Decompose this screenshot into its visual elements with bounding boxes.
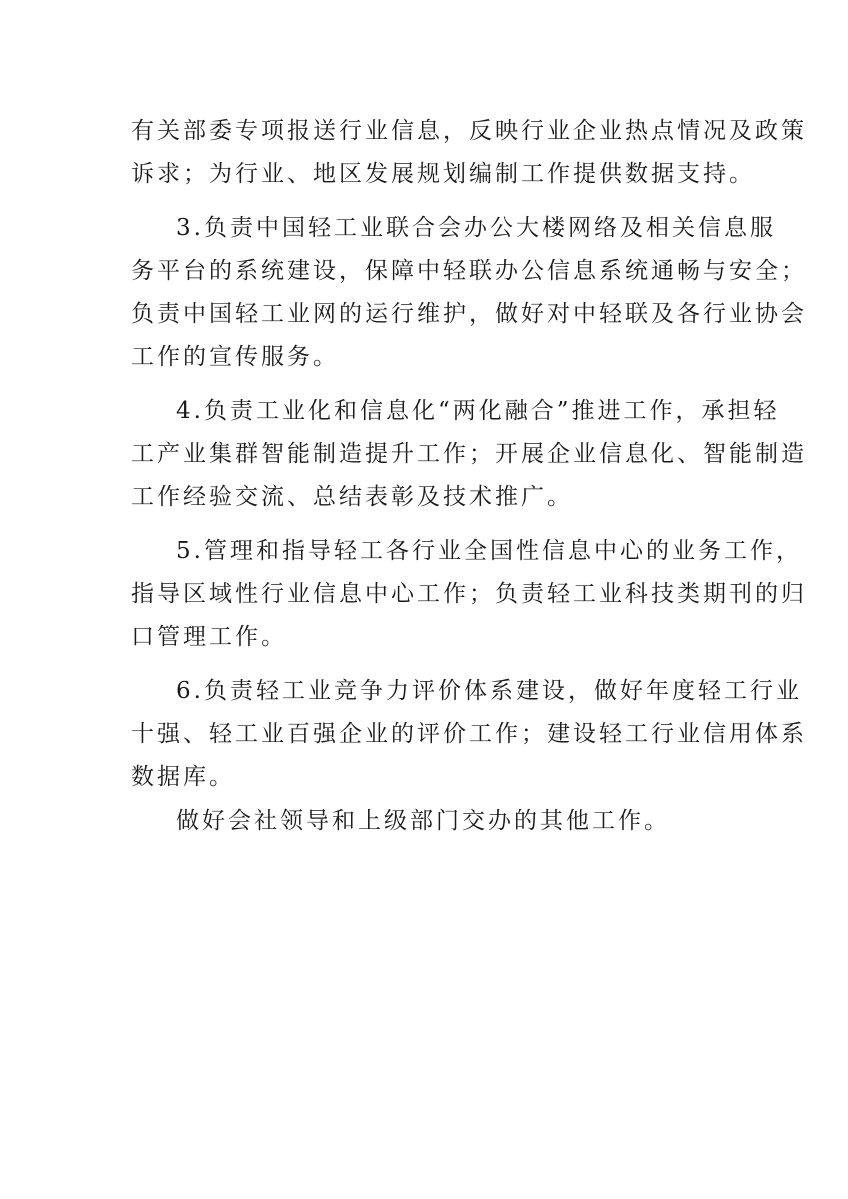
paragraph-5-line-2: 十强、轻工业百强企业的评价工作；建设轻工行业信用体系 xyxy=(131,721,807,747)
paragraph-2-line-2: 务平台的系统建设，保障中轻联办公信息系统通畅与安全； xyxy=(131,258,807,284)
paragraph-1-line-2: 诉求；为行业、地区发展规划编制工作提供数据支持。 xyxy=(131,161,755,187)
paragraph-2-line-3: 负责中国轻工业网的运行维护，做好对中轻联及各行业协会 xyxy=(131,301,807,327)
paragraph-3-line-1: 4.负责工业化和信息化“两化融合”推进工作，承担轻 xyxy=(176,398,780,424)
paragraph-2-line-1: 3.负责中国轻工业联合会办公大楼网络及相关信息服 xyxy=(176,215,776,241)
paragraph-4-line-3: 口管理工作。 xyxy=(131,624,287,650)
paragraph-3-line-2: 工产业集群智能制造提升工作；开展企业信息化、智能制造 xyxy=(131,441,807,467)
paragraph-1-line-1: 有关部委专项报送行业信息，反映行业企业热点情况及政策 xyxy=(131,118,807,144)
paragraph-2-line-4: 工作的宣传服务。 xyxy=(131,344,339,370)
paragraph-5-line-3: 数据库。 xyxy=(131,764,235,790)
paragraph-4-line-1: 5.管理和指导轻工各行业全国性信息中心的业务工作， xyxy=(176,538,802,564)
paragraph-5-line-1: 6.负责轻工业竞争力评价体系建设，做好年度轻工行业 xyxy=(176,678,802,704)
paragraph-6-line-1: 做好会社领导和上级部门交办的其他工作。 xyxy=(176,808,670,834)
paragraph-3-line-3: 工作经验交流、总结表彰及技术推广。 xyxy=(131,484,573,510)
paragraph-4-line-2: 指导区域性行业信息中心工作；负责轻工业科技类期刊的归 xyxy=(131,581,807,607)
